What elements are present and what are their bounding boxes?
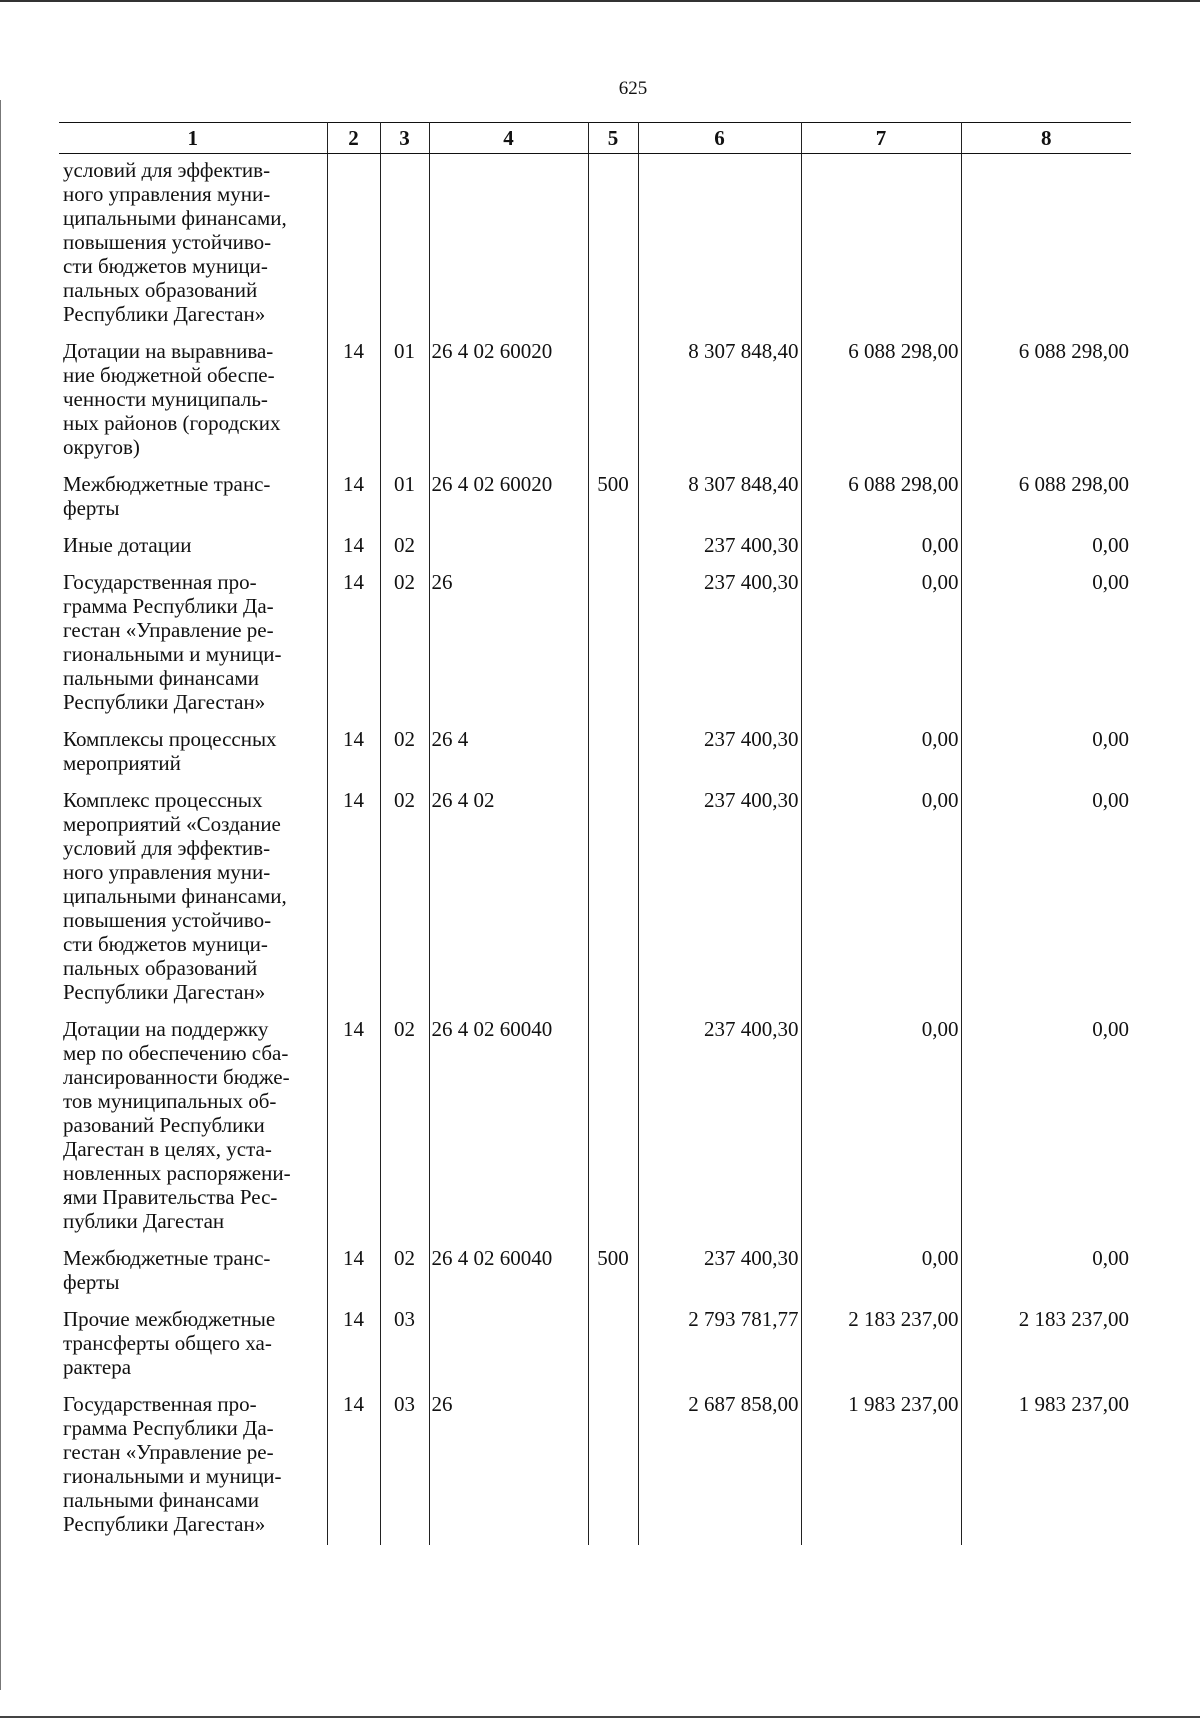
row-target-code: 26: [429, 1388, 588, 1545]
row-amount-col8: 0,00: [961, 784, 1131, 1013]
header-col-7: 7: [801, 123, 961, 154]
row-section: 14: [327, 1242, 380, 1303]
row-amount-col6: 8 307 848,40: [638, 468, 801, 529]
table-row: [59, 154, 1131, 336]
row-description: условий для эффектив- ного управления муни- ципальными финансами, повышения устойчиво- сти бюджетов муници- пальных образований Республики Дагестан»: [59, 154, 327, 336]
row-description: Межбюджетные транс- ферты: [59, 468, 327, 529]
row-subsection: 03: [380, 1303, 429, 1388]
row-subsection: 02: [380, 784, 429, 1013]
row-amount-col6: 237 400,30: [638, 784, 801, 1013]
row-expense-type: 500: [588, 1242, 638, 1303]
row-amount-col6: 237 400,30: [638, 566, 801, 723]
header-col-4: 4: [429, 123, 588, 154]
row-target-code: [429, 1303, 588, 1388]
row-amount-col6: 8 307 848,40: [638, 335, 801, 468]
header-col-2: 2: [327, 123, 380, 154]
row-subsection: 02: [380, 1242, 429, 1303]
row-amount-col7: 2 183 237,00: [801, 1303, 961, 1388]
row-amount-col6: 237 400,30: [638, 1242, 801, 1303]
bottom-border-line: [0, 1716, 1200, 1718]
row-target-code: 26 4 02 60040: [429, 1242, 588, 1303]
row-amount-col8: 1 983 237,00: [961, 1388, 1131, 1545]
row-amount-col8: 0,00: [961, 1013, 1131, 1242]
row-amount-col8: 2 183 237,00: [961, 1303, 1131, 1388]
row-expense-type: [588, 1013, 638, 1242]
row-amount-col6: 237 400,30: [638, 723, 801, 784]
row-expense-type: [588, 529, 638, 566]
row-expense-type: [588, 784, 638, 1013]
row-amount-col7: [801, 154, 961, 336]
row-section: 14: [327, 468, 380, 529]
row-expense-type: [588, 566, 638, 723]
row-expense-type: [588, 1303, 638, 1388]
row-target-code: 26 4 02 60020: [429, 468, 588, 529]
row-amount-col6: 237 400,30: [638, 1013, 801, 1242]
row-amount-col8: 0,00: [961, 529, 1131, 566]
row-amount-col7: 0,00: [801, 566, 961, 723]
row-amount-col7: 0,00: [801, 784, 961, 1013]
row-amount-col8: 0,00: [961, 1242, 1131, 1303]
left-scan-edge: [0, 100, 1, 1690]
row-description: Государственная про- грамма Республики Да- гестан «Управление ре- гиональными и муници- пальными финансами Республики Дагестан»: [59, 1388, 327, 1545]
row-section: 14: [327, 723, 380, 784]
row-expense-type: 500: [588, 468, 638, 529]
row-amount-col8: 6 088 298,00: [961, 468, 1131, 529]
row-subsection: 01: [380, 468, 429, 529]
row-section: 14: [327, 529, 380, 566]
row-amount-col7: 6 088 298,00: [801, 468, 961, 529]
row-amount-col6: 2 687 858,00: [638, 1388, 801, 1545]
row-amount-col8: [961, 154, 1131, 336]
row-description: Комплекс процессных мероприятий «Создание условий для эффектив- ного управления муни- ципальными финансами, повышения устойчиво- сти бюджетов муници- пальных образований Республики Дагестан»: [59, 784, 327, 1013]
header-col-1: 1: [59, 123, 327, 154]
table-row: [59, 335, 1131, 468]
row-amount-col8: 6 088 298,00: [961, 335, 1131, 468]
row-subsection: 02: [380, 723, 429, 784]
row-amount-col8: 0,00: [961, 723, 1131, 784]
header-col-6: 6: [638, 123, 801, 154]
row-subsection: 03: [380, 1388, 429, 1545]
row-section: [327, 154, 380, 336]
row-target-code: 26 4 02: [429, 784, 588, 1013]
row-section: 14: [327, 1388, 380, 1545]
row-description: Комплексы процессных мероприятий: [59, 723, 327, 784]
row-amount-col7: 0,00: [801, 1242, 961, 1303]
row-target-code: 26: [429, 566, 588, 723]
top-border-line: [0, 0, 1200, 2]
row-amount-col7: 6 088 298,00: [801, 335, 961, 468]
table-row: [59, 1242, 1131, 1303]
page-number: 625: [618, 78, 648, 99]
table-row: [59, 529, 1131, 566]
table-row: [59, 1303, 1131, 1388]
row-section: 14: [327, 1303, 380, 1388]
row-target-code: 26 4 02 60020: [429, 335, 588, 468]
row-subsection: [380, 154, 429, 336]
table-row: [59, 468, 1131, 529]
row-description: Дотации на выравнива- ние бюджетной обеспе- ченности муниципаль- ных районов (городских округов): [59, 335, 327, 468]
row-section: 14: [327, 1013, 380, 1242]
row-amount-col6: 237 400,30: [638, 529, 801, 566]
row-amount-col6: [638, 154, 801, 336]
row-amount-col7: 0,00: [801, 1013, 961, 1242]
row-target-code: 26 4: [429, 723, 588, 784]
row-subsection: 01: [380, 335, 429, 468]
row-target-code: [429, 154, 588, 336]
table-row: [59, 723, 1131, 784]
row-description: Межбюджетные транс- ферты: [59, 1242, 327, 1303]
row-amount-col7: 0,00: [801, 529, 961, 566]
row-amount-col7: 0,00: [801, 723, 961, 784]
table-row: [59, 784, 1131, 1013]
table-row: [59, 1388, 1131, 1545]
row-section: 14: [327, 784, 380, 1013]
row-description: Прочие межбюджетные трансферты общего ха- рактера: [59, 1303, 327, 1388]
row-subsection: 02: [380, 1013, 429, 1242]
row-amount-col7: 1 983 237,00: [801, 1388, 961, 1545]
row-amount-col6: 2 793 781,77: [638, 1303, 801, 1388]
row-expense-type: [588, 335, 638, 468]
row-description: Иные дотации: [59, 529, 327, 566]
header-col-8: 8: [961, 123, 1131, 154]
row-description: Государственная про- грамма Республики Да- гестан «Управление ре- гиональными и муници- пальными финансами Республики Дагестан»: [59, 566, 327, 723]
header-col-3: 3: [380, 123, 429, 154]
row-expense-type: [588, 723, 638, 784]
table-row: [59, 1013, 1131, 1242]
header-col-5: 5: [588, 123, 638, 154]
row-section: 14: [327, 335, 380, 468]
table-row: [59, 566, 1131, 723]
header-row: [59, 123, 1131, 154]
row-amount-col8: 0,00: [961, 566, 1131, 723]
row-section: 14: [327, 566, 380, 723]
row-expense-type: [588, 154, 638, 336]
row-subsection: 02: [380, 529, 429, 566]
row-expense-type: [588, 1388, 638, 1545]
row-description: Дотации на поддержку мер по обеспечению сба- лансированности бюдже- тов муниципальных об- разований Республики Дагестан в целях, уста- новленных распоряжени- ями Правительства Рес- публики Дагестан: [59, 1013, 327, 1242]
row-subsection: 02: [380, 566, 429, 723]
row-target-code: 26 4 02 60040: [429, 1013, 588, 1242]
row-target-code: [429, 529, 588, 566]
budget-table: [59, 122, 1131, 1545]
